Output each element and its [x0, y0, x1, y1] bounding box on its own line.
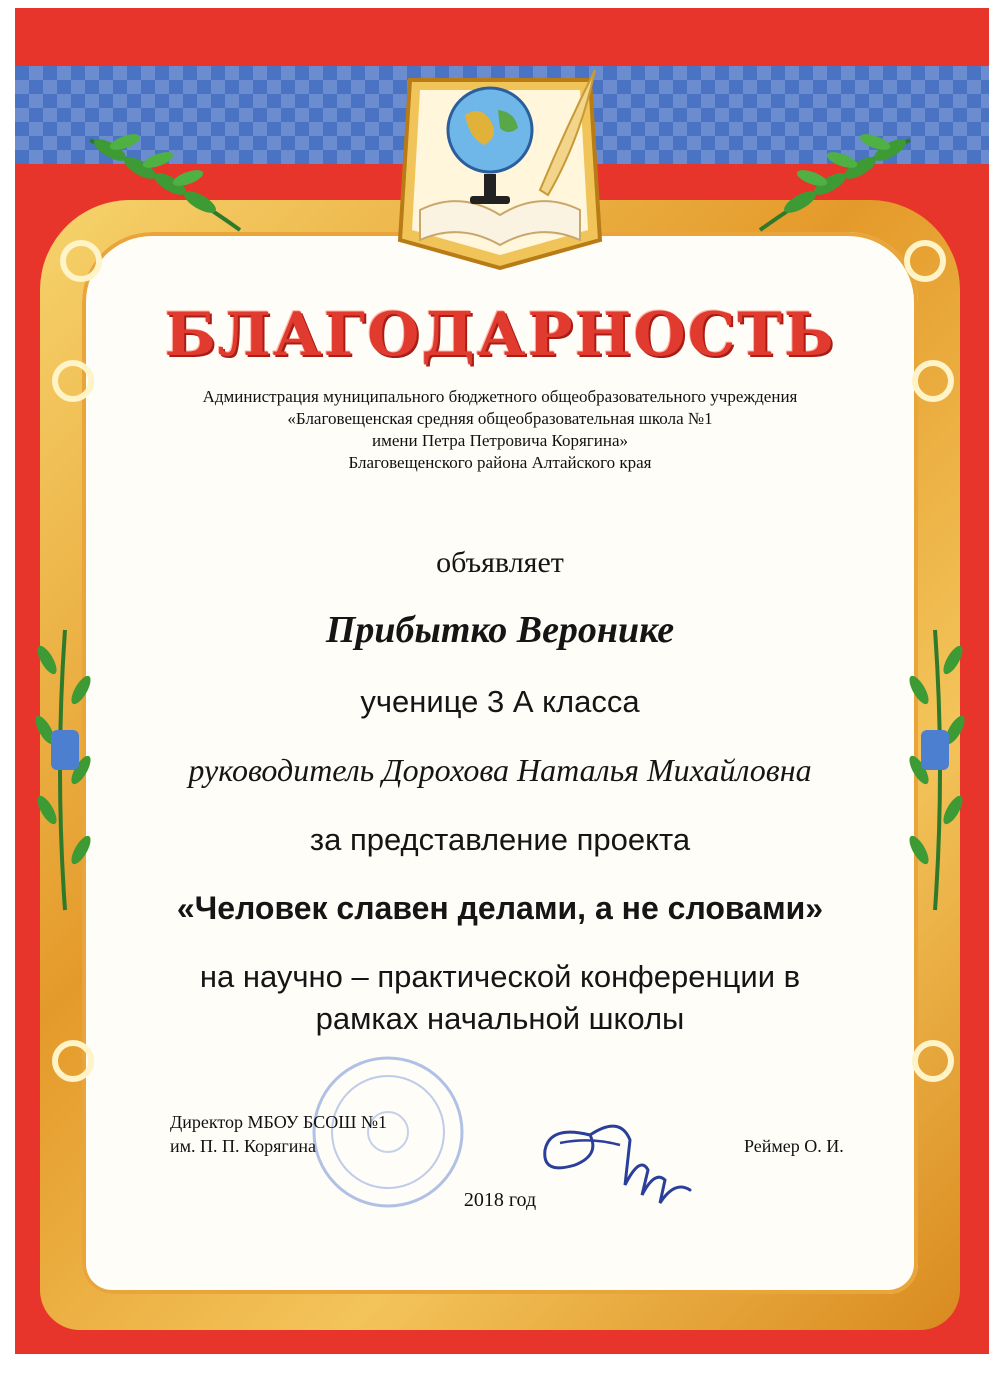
globe-book-quill-icon: [390, 40, 610, 270]
recipient-name: Прибытко Веронике: [325, 609, 675, 651]
certificate-title: БЛАГОДАРНОСТЬ: [164, 300, 836, 370]
project-title: «Человек славен делами, а не словами»: [176, 890, 824, 926]
signatory-name: Реймер О. И.: [744, 1136, 844, 1156]
frame-scroll-ornament: [912, 1040, 954, 1082]
recipient-grade: ученице 3 А класса: [360, 684, 640, 719]
issuer-line: «Благовещенская средняя общеобразовательная школа №1: [287, 409, 713, 428]
reason-text: за представление проекта: [309, 822, 691, 857]
supervisor-text: руководитель Дорохова Наталья Михайловна: [188, 752, 812, 788]
frame-scroll-ornament: [60, 240, 102, 282]
frame-scroll-ornament: [52, 1040, 94, 1082]
laurel-branch-icon: [25, 620, 105, 920]
signatory-title: [170, 1110, 387, 1158]
event-text: [100, 956, 900, 1040]
laurel-branch-icon: [70, 120, 250, 240]
event-line: на научно – практической конференции в: [199, 959, 801, 994]
announces-text: объявляет: [436, 546, 564, 579]
event-line: рамках начальной школы: [315, 1001, 685, 1036]
issuer-line: Благовещенского района Алтайского края: [348, 453, 652, 472]
laurel-branch-icon: [895, 620, 975, 920]
issuer-block: [100, 386, 900, 474]
frame-scroll-ornament: [904, 240, 946, 282]
signatory-title-line: им. П. П. Корягина: [170, 1136, 317, 1156]
issuer-line: Администрация муниципального бюджетного общеобразовательного учреждения: [202, 387, 798, 406]
laurel-branch-icon: [750, 120, 930, 240]
signatory-title-line: Директор МБОУ БСОШ №1: [170, 1112, 388, 1132]
frame-scroll-ornament: [52, 360, 94, 402]
frame-scroll-ornament: [912, 360, 954, 402]
issuer-line: имени Петра Петровича Корягина»: [371, 431, 629, 450]
certificate-year: 2018 год: [463, 1189, 537, 1211]
